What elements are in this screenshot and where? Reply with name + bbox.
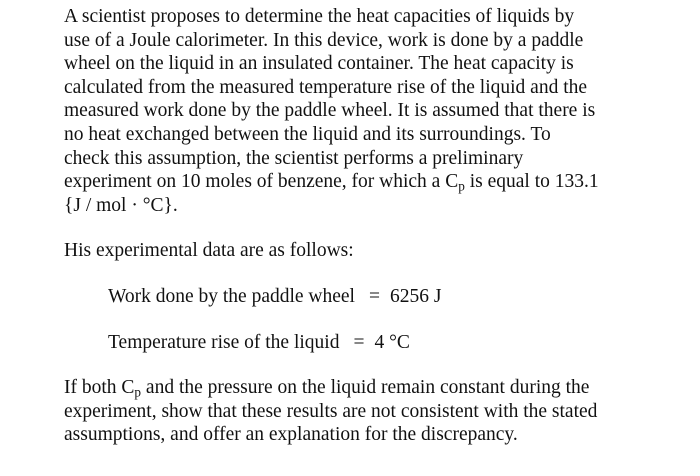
work-equals: = — [368, 285, 380, 307]
intro-line-7: check this assumption, the scientist performs a preliminary — [64, 147, 524, 169]
cp-subscript: p — [458, 178, 465, 194]
intro-line-2: use of a Joule calorimeter. In this device, work is done by a paddle — [64, 29, 584, 51]
cp-line-after: is equal to 133.1 — [464, 171, 599, 193]
intro-line-6: no heat exchanged between the liquid and its surroundings. To — [64, 123, 551, 145]
temp-equals: = — [353, 331, 365, 353]
intro-line-3: wheel on the liquid in an insulated container. The heat capacity is — [64, 53, 574, 75]
temp-label: Temperature rise of the liquid — [108, 331, 340, 353]
work-value: 6256 J — [389, 285, 442, 307]
closing-subscript: p — [134, 384, 142, 400]
closing-after: and the pressure on the liquid remain constant during the — [141, 377, 590, 399]
cp-line-before: experiment on 10 moles of benzene, for which a C — [64, 171, 459, 193]
closing-line-3: assumptions, and offer an explanation for the discrepancy. — [64, 424, 518, 446]
intro-line-4: calculated from the measured temperature rise of the liquid and the — [64, 76, 588, 98]
temp-value: 4 °C — [374, 331, 410, 353]
work-row — [64, 285, 684, 309]
closing-before: If both C — [64, 377, 135, 399]
intro-line-1: A scientist proposes to determine the heat capacities of liquids by — [64, 6, 575, 27]
units-line: {J / mol · °C}. — [64, 194, 178, 216]
closing-line-1 — [64, 376, 684, 400]
problem-text — [64, 5, 684, 447]
intro-line-5: measured work done by the paddle wheel. It is assumed that there is — [64, 100, 596, 122]
closing-line-2: experiment, show that these results are not consistent with the stated — [64, 400, 598, 422]
work-label: Work done by the paddle wheel — [108, 285, 355, 307]
cp-line — [64, 170, 684, 194]
data-heading: His experimental data are as follows: — [64, 240, 354, 262]
temp-row — [64, 331, 684, 355]
